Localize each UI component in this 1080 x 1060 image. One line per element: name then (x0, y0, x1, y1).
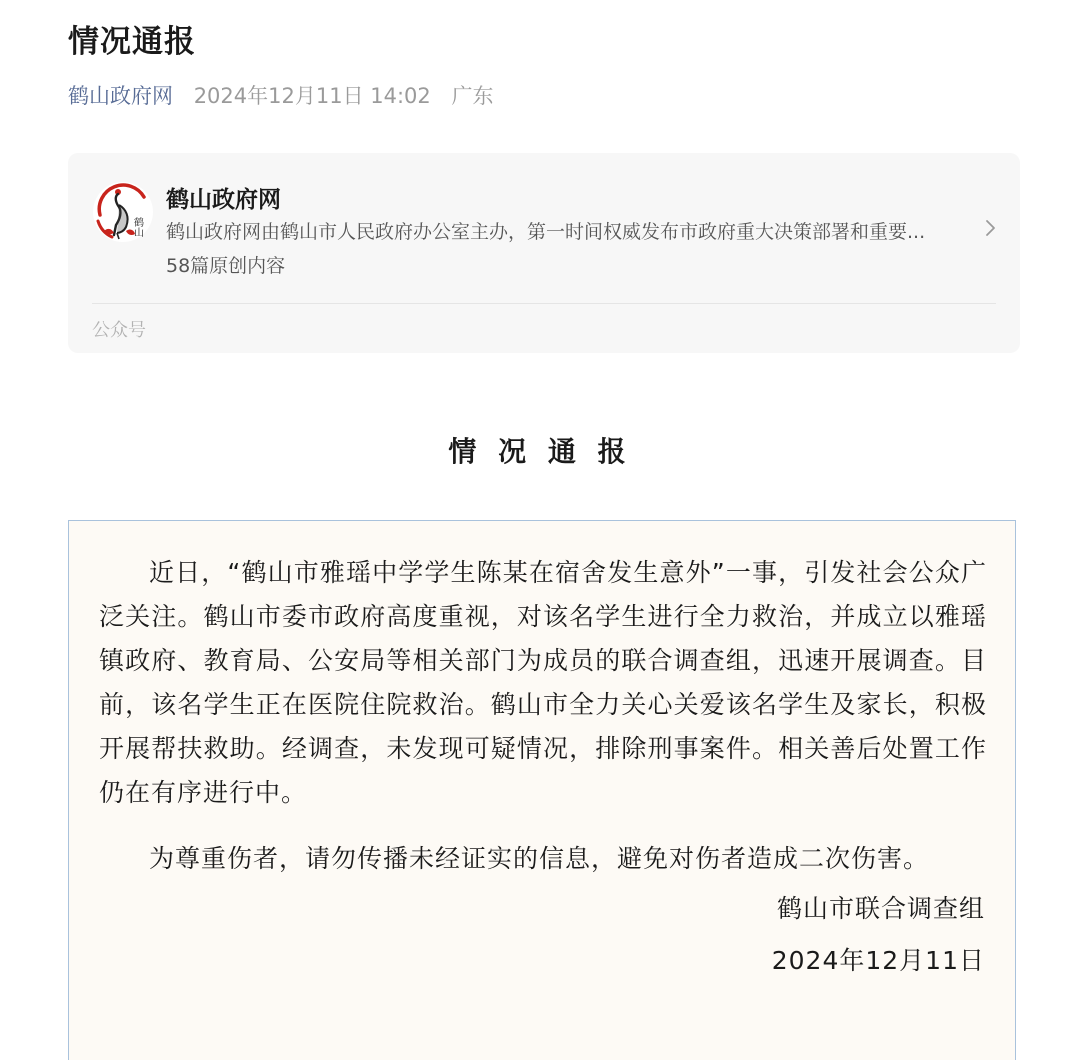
notice-paragraph: 为尊重伤者，请勿传播未经证实的信息，避免对伤者造成二次伤害。 (149, 844, 930, 873)
card-account-type: 公众号 (92, 320, 146, 341)
publish-location: 广东 (451, 84, 494, 108)
chevron-right-icon[interactable] (984, 215, 998, 241)
notice-body (99, 551, 987, 881)
notice-box (68, 520, 1016, 1060)
article-meta (68, 80, 493, 110)
card-account-name: 鹤山政府网 (166, 187, 281, 213)
crane-logo-icon (92, 181, 154, 243)
logo-text: 鹤山 (131, 217, 143, 237)
notice-signer: 鹤山市联合调查组 (776, 894, 985, 923)
notice-signature (772, 887, 985, 983)
notice-heading: 情 况 通 报 (448, 435, 632, 468)
account-profile-card[interactable] (68, 153, 1020, 353)
card-account-description: 鹤山政府网由鹤山市人民政府办公室主办，第一时间权威发布市政府重大决策部署和重要... (166, 221, 926, 243)
card-divider (92, 303, 996, 304)
account-name-link[interactable]: 鹤山政府网 (68, 84, 173, 108)
notice-date: 2024年12月11日 (771, 946, 985, 975)
notice-paragraph: 近日，“鹤山市雅瑶中学学生陈某在宿舍发生意外”一事，引发社会公众广泛关注。鹤山市委市政府高度重视，对该名学生进行全力救治，并成立以雅瑶镇政府、教育局、公安局等相关部门为成员的联合调查组，迅速开展调查。目前，该名学生正在医院住院救治。鹤山市全力关心关爱该名学生及家长，积极开展帮扶救助。经调查，未发现可疑情况，排除刑事案件。相关善后处置工作仍在有序进行中。 (99, 558, 987, 807)
page-title: 情况通报 (68, 24, 196, 60)
card-article-count: 58篇原创内容 (166, 255, 286, 277)
publish-time: 2024年12月11日 14:02 (193, 84, 431, 108)
